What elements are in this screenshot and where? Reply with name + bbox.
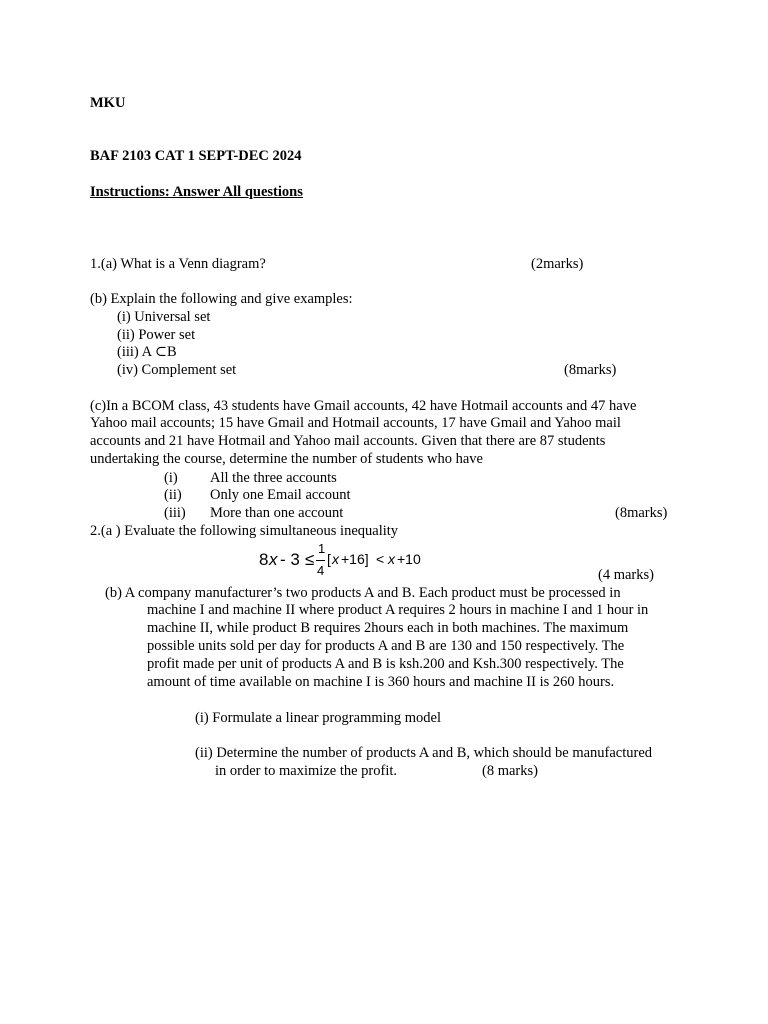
q1a-text: 1.(a) What is a Venn diagram?: [90, 256, 266, 272]
q2b-line: machine II, while product B requires 2hours each in both machines. The maximum: [147, 620, 629, 636]
q1b-item: (iii) A ⊂B: [117, 344, 177, 360]
eq-frac-num: 1: [318, 541, 326, 556]
eq-rhs-rest: +10: [397, 551, 421, 567]
eq-minus-const: - 3: [280, 550, 300, 569]
institution-name: MKU: [90, 95, 126, 111]
q2b-i: (i) Formulate a linear programming model: [195, 710, 442, 726]
q1c-line: undertaking the course, determine the number of students who have: [90, 451, 483, 467]
q1c-marks: (8marks): [615, 505, 668, 521]
q2b-line: (b) A company manufacturer’s two products A and B. Each product must be processed in: [105, 585, 621, 601]
q1c-item-text: More than one account: [210, 505, 344, 521]
q2a-text: 2.(a ) Evaluate the following simultaneous inequality: [90, 523, 399, 539]
q2b-ii-line1: (ii) Determine the number of products A and B, which should be manufactured: [195, 745, 653, 761]
q2b-marks: (8 marks): [482, 763, 538, 779]
eq-bracket-rest: +16]: [341, 551, 369, 567]
eq-le: ≤: [305, 550, 315, 569]
eq-var: x: [269, 550, 278, 569]
eq-rhs-var: x: [388, 551, 395, 567]
q2b-line: possible units sold per day for products A and B are 130 and 150 respectively. The: [147, 638, 625, 654]
q2b-line: machine I and machine II where product A requires 2 hours in machine I and 1 hour in: [147, 602, 649, 618]
q1c-item-num: (i): [164, 470, 178, 486]
eq-lt: <: [376, 551, 385, 567]
q1a-marks: (2marks): [531, 256, 584, 272]
q2b-ii-line2: in order to maximize the profit.: [215, 763, 398, 779]
course-title: BAF 2103 CAT 1 SEPT-DEC 2024: [90, 148, 302, 164]
q1b-item: (iv) Complement set: [117, 362, 237, 378]
instructions: Instructions: Answer All questions: [90, 184, 303, 200]
eq-lhs-coef: 8: [259, 550, 269, 569]
q1c-item-num: (ii): [164, 487, 182, 503]
q1c-line: (c)In a BCOM class, 43 students have Gmail accounts, 42 have Hotmail accounts and 47 have: [90, 398, 637, 414]
q1c-line: Yahoo mail accounts; 15 have Gmail and Hotmail accounts, 17 have Gmail and Yahoo mail: [90, 415, 621, 431]
eq-bracket-open: [: [327, 551, 331, 567]
q1b-item: (ii) Power set: [117, 327, 196, 343]
q1b-marks: (8marks): [564, 362, 617, 378]
eq-frac-bar: [316, 560, 325, 561]
q1c-item-text: All the three accounts: [210, 470, 337, 486]
q1b-item: (i) Universal set: [117, 309, 211, 325]
q1c-line: accounts and 21 have Hotmail and Yahoo mail accounts. Given that there are 87 students: [90, 433, 606, 449]
q1c-item-text: Only one Email account: [210, 487, 351, 503]
q2a-marks: (4 marks): [598, 567, 654, 583]
eq-bracket-var: x: [332, 551, 339, 567]
q1c-item-num: (iii): [164, 505, 186, 521]
eq-frac-den: 4: [317, 563, 325, 578]
q1b-intro: (b) Explain the following and give examples:: [90, 291, 353, 307]
q2b-line: profit made per unit of products A and B is ksh.200 and Ksh.300 respectively. The: [147, 656, 624, 672]
q2b-line: amount of time available on machine I is 360 hours and machine II is 260 hours.: [147, 674, 615, 690]
